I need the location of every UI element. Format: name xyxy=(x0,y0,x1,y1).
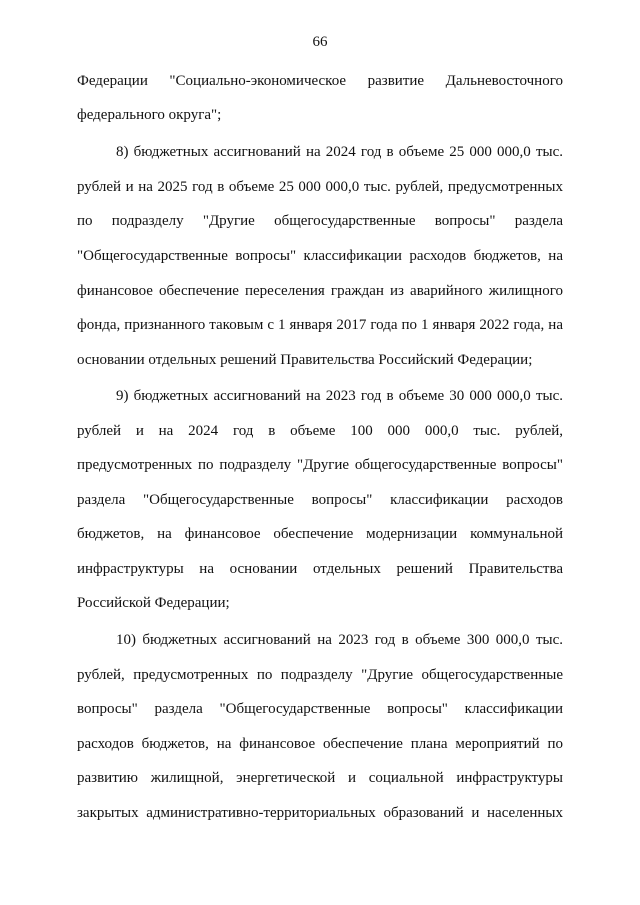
text-line: рублей и на 2025 год в объеме 25 000 000,0 тыс. рублей, предусмотренных xyxy=(77,179,563,195)
text-line: рублей, предусмотренных по подразделу "Другие общегосударственные xyxy=(77,667,563,683)
text-line: основании отдельных решений Правительства Российский Федерации; xyxy=(77,352,533,368)
text-line: федерального округа"; xyxy=(77,107,222,123)
text-line: предусмотренных по подразделу "Другие общегосударственные вопросы" xyxy=(77,457,563,473)
text-line: "Общегосударственные вопросы" классификации расходов бюджетов, на xyxy=(77,248,563,264)
text-line: вопросы" раздела "Общегосударственные вопросы" классификации xyxy=(77,701,563,717)
paragraph-8-first-line: 8) бюджетных ассигнований на 2024 год в объеме 25 000 000,0 тыс. xyxy=(116,144,563,160)
text-line: финансовое обеспечение переселения граждан из аварийного жилищного xyxy=(77,283,563,299)
text-line: фонда, признанного таковым с 1 января 2017 года по 1 января 2022 года, на xyxy=(77,317,563,333)
text-line: раздела "Общегосударственные вопросы" классификации расходов xyxy=(77,492,563,508)
paragraph-10-first-line: 10) бюджетных ассигнований на 2023 год в объеме 300 000,0 тыс. xyxy=(116,632,563,648)
text-line: развитию жилищной, энергетической и социальной инфраструктуры xyxy=(77,770,563,786)
paragraph-9-first-line: 9) бюджетных ассигнований на 2023 год в объеме 30 000 000,0 тыс. xyxy=(116,388,563,404)
text-line: Федерации "Социально-экономическое развитие Дальневосточного xyxy=(77,73,563,89)
text-line: по подразделу "Другие общегосударственные вопросы" раздела xyxy=(77,213,563,229)
page-number: 66 xyxy=(312,34,328,50)
text-line: бюджетов, на финансовое обеспечение модернизации коммунальной xyxy=(77,526,563,542)
text-line: закрытых административно-территориальных образований и населенных xyxy=(77,805,563,821)
text-line: инфраструктуры на основании отдельных решений Правительства xyxy=(77,561,563,577)
text-line: Российской Федерации; xyxy=(77,595,230,611)
text-line: рублей и на 2024 год в объеме 100 000 000,0 тыс. рублей, xyxy=(77,423,563,439)
text-line: расходов бюджетов, на финансовое обеспечение плана мероприятий по xyxy=(77,736,563,752)
